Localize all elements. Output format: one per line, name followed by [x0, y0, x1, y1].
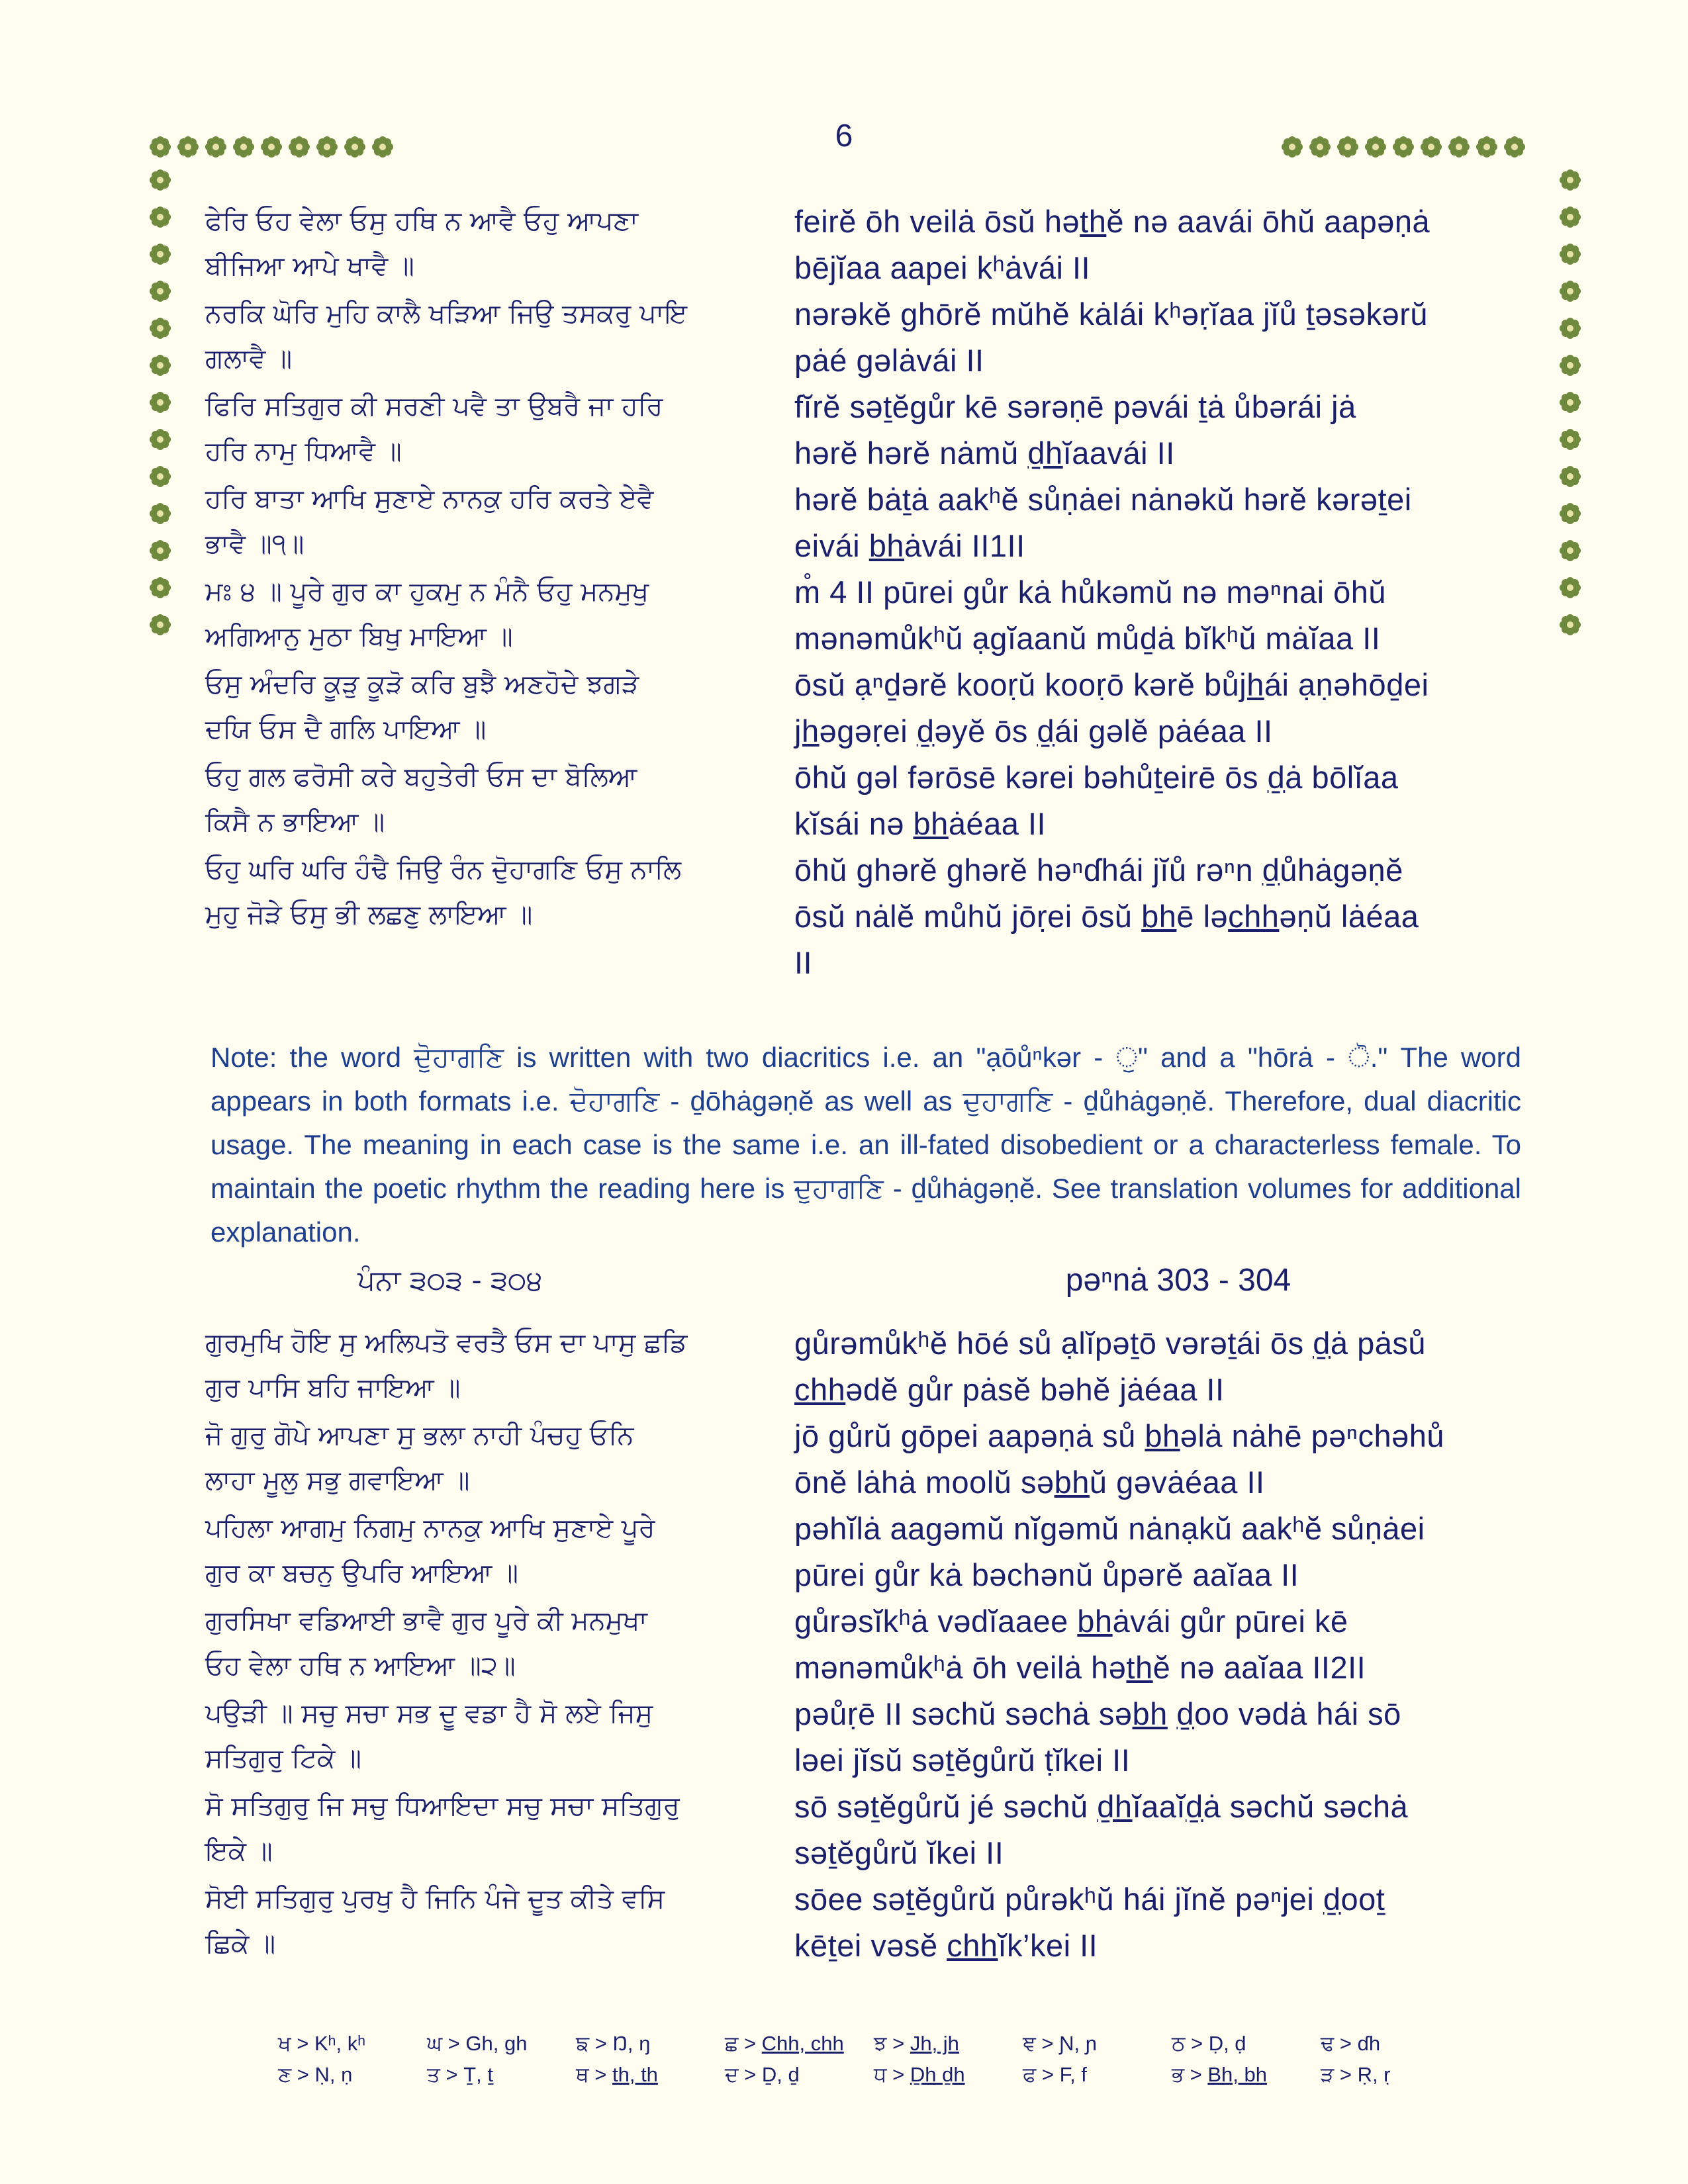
- flower-ornament-icon: [1364, 136, 1387, 158]
- gurmukhi-verse: [205, 754, 794, 847]
- flower-ornament-icon: [1559, 169, 1581, 191]
- flower-ornament-icon: [149, 502, 171, 525]
- transliteration-verse: [794, 384, 1523, 477]
- legend-entry: ਙ > Ŋ, ŋ: [576, 2032, 651, 2055]
- gurmukhi-line: ਓਹ ਵੇਲਾ ਹਥਿ ਨ ਆਇਆ ॥੨॥: [205, 1651, 516, 1681]
- transliteration-line: ləei jĭsŭ səṯĕgůrŭ ṭĭkei II: [794, 1743, 1131, 1778]
- transliteration-line: ōnĕ lȧhȧ moolŭ səbhŭ gəvȧéaa II: [794, 1465, 1265, 1500]
- verse-row: [205, 1506, 1523, 1598]
- gurmukhi-line: ਹਰਿ ਨਾਮੁ ਧਿਆਵੈ ॥: [205, 436, 402, 467]
- gurmukhi-line: ਗੁਰਸਿਖਾ ਵਡਿਆਈ ਭਾਵੈ ਗੁਰ ਪੂਰੇ ਕੀ ਮਨਮੁਖਾ: [205, 1606, 647, 1636]
- transliteration-line: ōsŭ ạⁿḏərĕ kooṛŭ kooṛō kərĕ bůjhái ạṇəhōḏei: [794, 667, 1429, 702]
- flower-ornament-icon: [205, 136, 227, 158]
- transliteration-verse: [794, 291, 1523, 384]
- transliteration-line: hərĕ hərĕ nȧmŭ ḏhĭaavái II: [794, 435, 1175, 471]
- gurmukhi-line: ਮੁਹੁ ਜੋੜੇ ਓਸੁ ਭੀ ਲਛਣੁ ਲਾਇਆ ॥: [205, 899, 533, 930]
- gurmukhi-verse: [205, 662, 794, 754]
- flower-ornament-icon: [149, 465, 171, 488]
- flower-ornament-icon: [149, 206, 171, 228]
- gurmukhi-verse: [205, 569, 794, 662]
- transliteration-line: eivái bhȧvái II1II: [794, 528, 1025, 563]
- gurmukhi-line: ਲਾਹਾ ਮੂਲੁ ਸਭੁ ਗਵਾਇਆ ॥: [205, 1465, 470, 1496]
- transliteration-line: pȧé gəlȧvái II: [794, 343, 984, 378]
- page-label-row: [205, 1257, 1523, 1304]
- flower-ornament-icon: [1559, 317, 1581, 340]
- note-paragraph: Note: the word ਦੋੁਹਾਗਣਿ is written with two diacritics i.e. an "ạōůⁿkər - ੁ" and a "hōrȧ - ੋ." The word appears in both formats i.e. ਦੋਹਾਗਣਿ - ḏōhȧgəṇĕ as well as ਦੁਹਾਗਣਿ - ḏůhȧgəṇĕ. Therefore, dual diacritic usage. The meaning in each case is the same i.e. an ill-fated disobedient or a characterless female. To maintain the poetic rhythm the reading here is ਦੁਹਾਗਣਿ - ḏůhȧgəṇĕ. See translation volumes for additional explanation.: [211, 1042, 1521, 1248]
- page-number: 6: [835, 118, 853, 154]
- gurmukhi-verse: [205, 1320, 794, 1413]
- transliteration-line: ōhŭ gəl fərōsē kərei bəhůṯeirē ōs ḏȧ bōlĭaa: [794, 760, 1399, 795]
- flower-border-top-right: [1281, 136, 1526, 158]
- legend-entry: ੜ > Ṛ, ṛ: [1321, 2063, 1391, 2086]
- flower-ornament-icon: [149, 243, 171, 265]
- transliteration-line: hərĕ bȧṯȧ aakʰĕ sůṇȧei nȧnəkŭ hərĕ kərəṯei: [794, 482, 1412, 517]
- page-label-translit: pəⁿnȧ 303 - 304: [1065, 1263, 1291, 1298]
- transliteration-line: ōhŭ ghərĕ ghərĕ həⁿɗhái jĭů rəⁿn ḏůhȧgəṇĕ: [794, 852, 1403, 887]
- flower-ornament-icon: [1336, 136, 1359, 158]
- verse-block-1: [205, 199, 1523, 986]
- gurmukhi-line: ਫੇਰਿ ਓਹ ਵੇਲਾ ਓਸੁ ਹਥਿ ਨ ਆਵੈ ਓਹੁ ਆਪਣਾ: [205, 206, 638, 236]
- flower-ornament-icon: [1559, 576, 1581, 599]
- transliteration-verse: [794, 477, 1523, 569]
- transliteration-line: pəůṛē II səchŭ səchȧ səbh ḏoo vədȧ hái sō: [794, 1696, 1401, 1731]
- verse-row: [205, 847, 1523, 986]
- gurmukhi-line: ਗਲਾਵੈ ॥: [205, 343, 293, 374]
- verse-row: [205, 1320, 1523, 1413]
- flower-ornament-icon: [1559, 280, 1581, 302]
- gurmukhi-line: ਫਿਰਿ ਸਤਿਗੁਰ ਕੀ ਸਰਣੀ ਪਵੈ ਤਾ ਉਬਰੈ ਜਾ ਹਰਿ: [205, 391, 663, 422]
- flower-ornament-icon: [1559, 391, 1581, 414]
- gurmukhi-line: ਓਹੁ ਘਰਿ ਘਰਿ ਹੰਢੈ ਜਿਉ ਰੰਨ ਦੋੁਹਾਗਣਿ ਓਸੁ ਨਾਲਿ: [205, 854, 682, 885]
- gurmukhi-verse: [205, 1876, 794, 1969]
- gurmukhi-verse: [205, 1691, 794, 1784]
- flower-ornament-icon: [232, 136, 255, 158]
- transliteration-line: bējĭaa aapei kʰȧvái II: [794, 250, 1091, 285]
- transliteration-line: sōee səṯĕgůrŭ půrəkʰŭ hái jĭnĕ pəⁿjei ḏooṯ: [794, 1882, 1385, 1917]
- gurmukhi-line: ਗੁਰਮੁਖਿ ਹੋਇ ਸੁ ਅਲਿਪਤੋ ਵਰਤੈ ਓਸ ਦਾ ਪਾਸੁ ਛਡਿ: [205, 1328, 688, 1358]
- transliteration-line: m̊ 4 II pūrei gůr kȧ hůkəmŭ nə məⁿnai ōhŭ: [794, 574, 1387, 610]
- transliteration-verse: [794, 1598, 1523, 1691]
- flower-ornament-icon: [1420, 136, 1442, 158]
- gurmukhi-verse: [205, 1506, 794, 1598]
- flower-ornament-icon: [149, 169, 171, 191]
- flower-ornament-icon: [149, 428, 171, 451]
- legend-entry: ਠ > Ḍ, ḍ: [1172, 2032, 1246, 2055]
- flower-ornament-icon: [344, 136, 366, 158]
- transliteration-line: feirĕ ōh veilȧ ōsŭ həthĕ nə aavái ōhŭ aapəṇȧ: [794, 204, 1430, 239]
- flower-ornament-icon: [1559, 206, 1581, 228]
- flower-ornament-icon: [149, 576, 171, 599]
- transliteration-line: pūrei gůr kȧ bəchənŭ ůpərĕ aaĭaa II: [794, 1557, 1299, 1592]
- legend-entry: ਣ > Ṇ, ṇ: [278, 2063, 353, 2086]
- legend-entry: ਞ > Ɲ, ɲ: [1023, 2032, 1097, 2055]
- gurmukhi-line: ਓਸੁ ਅੰਦਰਿ ਕੂੜੁ ਕੂੜੋ ਕਰਿ ਬੁਝੈ ਅਣਹੋਦੇ ਝਗੜੇ: [205, 669, 639, 700]
- transliteration-verse: [794, 1876, 1523, 1969]
- flower-ornament-icon: [149, 136, 171, 158]
- legend-entry: ਘ > Gh, gh: [427, 2032, 528, 2055]
- verse-row: [205, 291, 1523, 384]
- transliteration-verse: [794, 1691, 1523, 1784]
- transliteration-legend: [278, 2032, 1470, 2087]
- verse-row: [205, 1691, 1523, 1784]
- transliteration-line: ōsŭ nȧlĕ můhŭ jōṛei ōsŭ bhē ləchhəṇŭ lȧéaa: [794, 899, 1419, 934]
- flower-ornament-icon: [1559, 428, 1581, 451]
- transliteration-line: jō gůrŭ gōpei aapəṇȧ sů bhəlȧ nȧhē pəⁿchəhů: [794, 1418, 1445, 1453]
- flower-ornament-icon: [149, 391, 171, 414]
- flower-border-left: [149, 169, 171, 636]
- gurmukhi-verse: [205, 291, 794, 384]
- flower-ornament-icon: [149, 614, 171, 636]
- verse-row: [205, 1784, 1523, 1876]
- flower-ornament-icon: [1559, 243, 1581, 265]
- gurmukhi-line: ਓਹੁ ਗਲ ਫਰੋਸੀ ਕਰੇ ਬਹੁਤੇਰੀ ਓਸ ਦਾ ਬੋਲਿਆ: [205, 762, 637, 792]
- legend-entry: ਥ > th, th: [576, 2063, 658, 2086]
- transliteration-verse: [794, 569, 1523, 662]
- transliteration-line: jhəgəṛei ḏəyĕ ōs ḏái gəlĕ pȧéaa II: [794, 713, 1273, 749]
- flower-border-top-left: [149, 136, 394, 158]
- gurmukhi-line: ਇਕੇ ॥: [205, 1836, 273, 1866]
- flower-ornament-icon: [1559, 354, 1581, 377]
- gurmukhi-verse: [205, 1598, 794, 1691]
- transliteration-line: gůrəsĭkʰȧ vədĭaaee bhȧvái gůr pūrei kē: [794, 1604, 1348, 1639]
- transliteration-line: mənəmůkʰŭ ạgĭaanŭ můḏȧ bĭkʰŭ mȧĭaa II: [794, 621, 1381, 656]
- flower-ornament-icon: [149, 280, 171, 302]
- verse-block-2: [205, 1320, 1523, 1969]
- transliteration-line: II: [794, 945, 813, 980]
- flower-ornament-icon: [260, 136, 283, 158]
- transliteration-line: nərəkĕ ghōrĕ mŭhĕ kȧlái kʰəṛĭaa jĭů ṯəsəkərŭ: [794, 296, 1429, 332]
- page-label-gurmukhi: ਪੰਨਾ ੩੦੩ - ੩੦੪: [357, 1264, 543, 1297]
- flower-ornament-icon: [1559, 539, 1581, 562]
- verse-row: [205, 1413, 1523, 1506]
- flower-ornament-icon: [1559, 502, 1581, 525]
- gurmukhi-line: ਅਗਿਆਨੁ ਮੁਠਾ ਬਿਖੁ ਮਾਇਆ ॥: [205, 621, 513, 652]
- verse-row: [205, 754, 1523, 847]
- gurmukhi-verse: [205, 477, 794, 569]
- verse-row: [205, 199, 1523, 291]
- gurmukhi-line: ਸਤਿਗੁਰੁ ਟਿਕੇ ॥: [205, 1743, 361, 1774]
- transliteration-verse: [794, 754, 1523, 847]
- gurmukhi-line: ਗੁਰ ਪਾਸਿ ਬਹਿ ਜਾਇਆ ॥: [205, 1373, 461, 1403]
- legend-entry: ਦ > Ḏ, ḏ: [725, 2063, 800, 2086]
- transliteration-verse: [794, 1320, 1523, 1413]
- flower-ornament-icon: [149, 539, 171, 562]
- verse-row: [205, 1876, 1523, 1969]
- legend-entry: ਛ > Chh, chh: [725, 2032, 844, 2055]
- gurmukhi-line: ਸੋਈ ਸਤਿਗੁਰੁ ਪੁਰਖੁ ਹੈ ਜਿਨਿ ਪੰਜੇ ਦੂਤ ਕੀਤੇ ਵਸਿ: [205, 1884, 665, 1914]
- legend-entry: ਫ > F, f: [1023, 2063, 1087, 2086]
- transliteration-verse: [794, 1784, 1523, 1876]
- verse-row: [205, 477, 1523, 569]
- gurmukhi-line: ਭਾਵੈ ॥੧॥: [205, 529, 305, 559]
- gurmukhi-line: ਦਯਿ ਓਸ ਦੈ ਗਲਿ ਪਾਇਆ ॥: [205, 714, 487, 745]
- flower-ornament-icon: [1448, 136, 1470, 158]
- transliteration-verse: [794, 199, 1523, 291]
- transliteration-line: səṯĕgůrŭ ĭkei II: [794, 1835, 1004, 1870]
- flower-ornament-icon: [1309, 136, 1331, 158]
- gurmukhi-line: ਕਿਸੈ ਨ ਭਾਇਆ ॥: [205, 807, 385, 837]
- legend-entry: ਝ > Jh, jh: [874, 2032, 959, 2055]
- gurmukhi-verse: [205, 384, 794, 477]
- gurmukhi-line: ਬੀਜਿਆ ਆਪੇ ਖਾਵੈ ॥: [205, 251, 414, 281]
- flower-ornament-icon: [1503, 136, 1526, 158]
- legend-entry: ਤ > Ṯ, ṯ: [427, 2063, 493, 2086]
- transliteration-line: pəhĭlȧ aagəmŭ nĭgəmŭ nȧnạkŭ aakʰĕ sůṇȧei: [794, 1511, 1425, 1546]
- flower-ornament-icon: [177, 136, 199, 158]
- gurmukhi-verse: [205, 847, 794, 986]
- verse-row: [205, 1598, 1523, 1691]
- gurmukhi-line: ਸੋ ਸਤਿਗੁਰੁ ਜਿ ਸਚੁ ਧਿਆਇਦਾ ਸਚੁ ਸਚਾ ਸਤਿਗੁਰੁ: [205, 1791, 680, 1821]
- flower-ornament-icon: [149, 354, 171, 377]
- legend-entry: ਧ > Ḏh ḏh: [874, 2063, 965, 2086]
- transliteration-line: kēṯei vəsĕ chhĭk’kei II: [794, 1928, 1098, 1963]
- verse-row: [205, 384, 1523, 477]
- flower-ornament-icon: [149, 317, 171, 340]
- gurmukhi-line: ਮਃ ੪ ॥ ਪੂਰੇ ਗੁਰ ਕਾ ਹੁਕਮੁ ਨ ਮੰਨੈ ਓਹੁ ਮਨਮੁਖੁ: [205, 576, 649, 607]
- gurmukhi-line: ਨਰਕਿ ਘੋਰਿ ਮੁਹਿ ਕਾਲੈ ਖੜਿਆ ਜਿਉ ਤਸਕਰੁ ਪਾਇ: [205, 298, 688, 329]
- gurmukhi-line: ਗੁਰ ਕਾ ਬਚਨੁ ਉਪਰਿ ਆਇਆ ॥: [205, 1558, 519, 1588]
- transliteration-line: mənəmůkʰȧ ōh veilȧ həthĕ nə aaĭaa II2II: [794, 1650, 1366, 1685]
- gurmukhi-verse: [205, 1784, 794, 1876]
- transliteration-line: chhədĕ gůr pȧsĕ bəhĕ jȧéaa II: [794, 1372, 1225, 1407]
- verse-row: [205, 569, 1523, 662]
- transliteration-line: sō səṯĕgůrŭ jé səchŭ ḏhĭaaĭḏȧ səchŭ səchȧ: [794, 1789, 1409, 1824]
- gurmukhi-line: ਪਹਿਲਾ ਆਗਮੁ ਨਿਗਮੁ ਨਾਨਕੁ ਆਖਿ ਸੁਣਾਏ ਪੂਰੇ: [205, 1513, 655, 1543]
- transliteration-line: kĭsái nə bhȧéaa II: [794, 806, 1047, 841]
- legend-entry: ਖ > Kʰ, kʰ: [278, 2032, 366, 2055]
- flower-ornament-icon: [316, 136, 338, 158]
- gurmukhi-line: ਛਿਕੇ ॥: [205, 1929, 276, 1959]
- flower-ornament-icon: [1392, 136, 1415, 158]
- transliteration-line: gůrəmůkʰĕ hōé sů ạlĭpəṯō vərəṯái ōs ḏȧ pȧsů: [794, 1326, 1427, 1361]
- transliteration-verse: [794, 1506, 1523, 1598]
- flower-ornament-icon: [1476, 136, 1498, 158]
- flower-ornament-icon: [1559, 614, 1581, 636]
- legend-entry: ਭ > Bh, bh: [1172, 2063, 1267, 2086]
- flower-border-right: [1559, 169, 1581, 636]
- flower-ornament-icon: [371, 136, 394, 158]
- flower-ornament-icon: [1559, 465, 1581, 488]
- gurmukhi-verse: [205, 1413, 794, 1506]
- gurmukhi-line: ਜੋ ਗੁਰੁ ਗੋਪੇ ਆਪਣਾ ਸੁ ਭਲਾ ਨਾਹੀ ਪੰਚਹੁ ਓਨਿ: [205, 1420, 634, 1451]
- gurmukhi-line: ਹਰਿ ਬਾਤਾ ਆਖਿ ਸੁਣਾਏ ਨਾਨਕੁ ਹਰਿ ਕਰਤੇ ਏਵੈ: [205, 484, 654, 514]
- transliteration-verse: [794, 847, 1523, 986]
- flower-ornament-icon: [1281, 136, 1303, 158]
- legend-entry: ਢ > ɗh: [1321, 2032, 1381, 2055]
- verse-row: [205, 662, 1523, 754]
- transliteration-line: fĭrĕ səṯĕgůr kē sərəṇē pəvái ṯȧ ůbərái jȧ: [794, 389, 1356, 424]
- flower-ornament-icon: [288, 136, 310, 158]
- gurmukhi-line: ਪਉੜੀ ॥ ਸਚੁ ਸਚਾ ਸਭ ਦੂ ਵਡਾ ਹੈ ਸੋ ਲਏ ਜਿਸੁ: [205, 1698, 653, 1729]
- transliteration-verse: [794, 1413, 1523, 1506]
- gurmukhi-verse: [205, 199, 794, 291]
- transliteration-verse: [794, 662, 1523, 754]
